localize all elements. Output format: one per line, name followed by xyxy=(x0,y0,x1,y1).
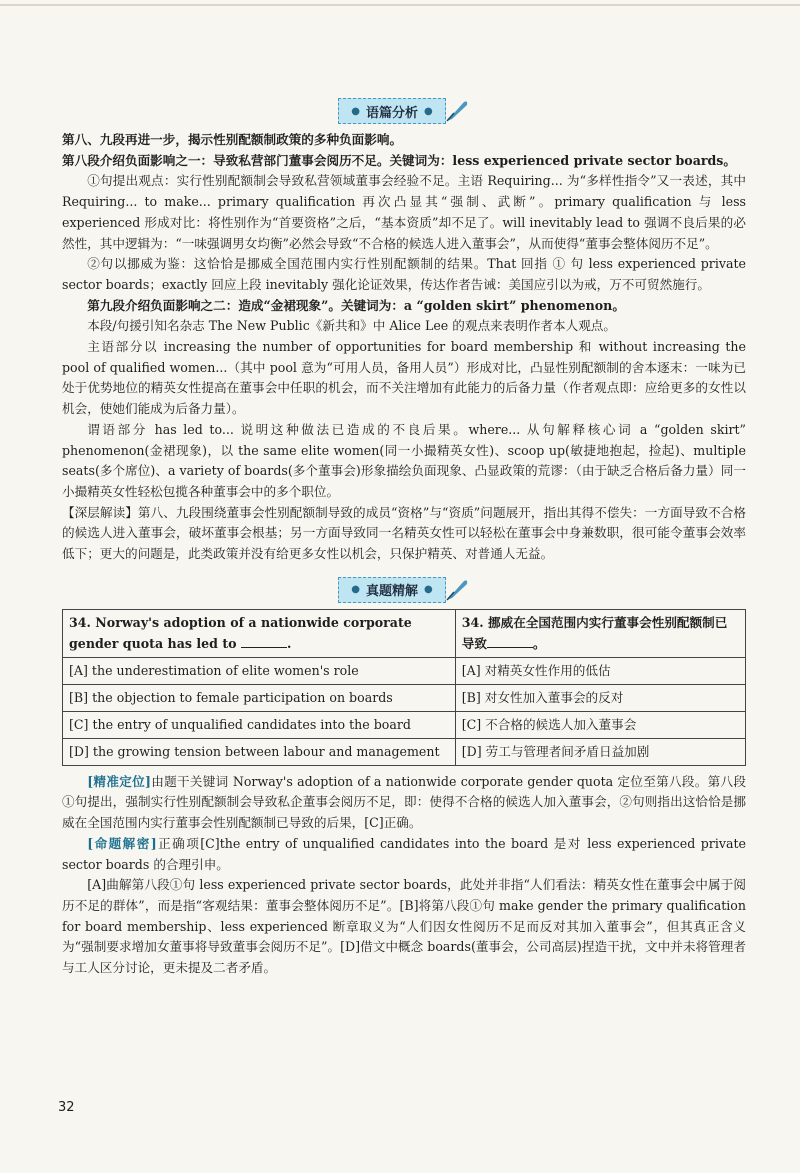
section-banner-analysis-wrap xyxy=(62,98,746,124)
question-en: 34. Norway's adoption of a nationwide corporate gender quota has led to . xyxy=(63,609,456,657)
section-banner-analysis xyxy=(338,98,445,124)
answer-blank xyxy=(487,633,533,648)
option-row xyxy=(63,657,746,684)
para9-source: 本段/句援引知名杂志 The New Public《新共和》中 Alice Lee 的观点来表明作者本人观点。 xyxy=(87,318,616,334)
option-row xyxy=(63,738,746,765)
dot-icon: ● xyxy=(424,105,433,117)
section-banner-solution-wrap xyxy=(62,577,746,603)
section-banner-solution xyxy=(338,577,445,603)
analysis-text xyxy=(62,130,746,565)
decode-paragraph xyxy=(62,834,746,875)
para9-subject: 主语部分以 increasing the number of opportunities for board membership 和 without increasing the pool of qualified women...（其中 pool 意为“可用人员，备用人员”）形成对比，凸显性别配额制的舍本逐末：一味为已处于优势地位的精英女性提高在董事会中任职的机会，而不关注增加有此能力的后备力量（作者观点即：应给更多的女性以机会，使她们能成为后备力量）。 xyxy=(62,339,746,417)
para9-summary: 第九段介绍负面影响之二：造成“金裙现象”。关键词为：a “golden skirt” phenomenon。 xyxy=(87,297,625,313)
locate-label: [精准定位] xyxy=(87,773,151,789)
analysis-intro: 第八、九段再进一步，揭示性别配额制政策的多种负面影响。 xyxy=(62,132,403,147)
banner-title: 语篇分析 xyxy=(365,105,418,121)
option-row xyxy=(63,711,746,738)
question-table xyxy=(62,609,746,766)
option-d-en: [D] the growing tension between labour and management xyxy=(63,738,456,765)
locate-paragraph xyxy=(62,772,746,834)
quill-icon xyxy=(444,577,470,603)
locate-text: 由题干关键词 Norway's adoption of a nationwide corporate gender quota 定位至第八段。第八段①句提出，强制实行性别配额制会导致私企董事会阅历不足，即：使得不合格的候选人加入董事会，②句则指出这恰恰是挪威在全国范围内实行董事会性别配额制已导致的后果，[C]正确。 xyxy=(62,773,746,831)
option-b-en: [B] the objection to female participation on boards xyxy=(63,684,456,711)
option-c-en: [C] the entry of unqualified candidates into the board xyxy=(63,711,456,738)
dot-icon: ● xyxy=(351,584,360,596)
page-content xyxy=(62,0,746,979)
para8-sentence2: ②句以挪威为鉴：这恰恰是挪威全国范围内实行性别配额制的结果。That 回指 ① 句 less experienced private sector boards；exactly 回应上段 inevitably 强化论证效果，传达作者告诫：美国应引以为戒，万不可贸然施行。 xyxy=(62,256,746,292)
option-c-cn: [C] 不合格的候选人加入董事会 xyxy=(455,711,745,738)
answer-blank xyxy=(241,633,287,648)
quill-icon xyxy=(444,98,470,124)
option-b-cn: [B] 对女性加入董事会的反对 xyxy=(455,684,745,711)
dot-icon: ● xyxy=(424,584,433,596)
deep-interpretation: 【深层解读】第八、九段围绕董事会性别配额制导致的成员“资格”与“资质”问题展开，指出其得不偿失：一方面导致不合格的候选人进入董事会，破坏董事会根基；另一方面导致同一名精英女性可以轻松在董事会中身兼数职，很可能令董事会效率低下；更大的问题是，此类政策并没有给更多女性以机会，只保护精英、对普通人无益。 xyxy=(62,504,746,562)
decode-text: 正确项[C]the entry of unqualified candidates into the board 是对 less experienced private sector boards 的合理引申。 xyxy=(62,835,746,872)
dot-icon: ● xyxy=(351,105,360,117)
option-a-en: [A] the underestimation of elite women's role xyxy=(63,657,456,684)
distractor-analysis: [A]曲解第八段①句 less experienced private sector boards，此处并非指“人们看法：精英女性在董事会中属于阅历不足的群体”，而是指“客观结果：董事会整体阅历不足”。[B]将第八段①句 make gender the primary qualification for board membership、less experienced 断章取义为“人们因女性阅历不足而反对其加入董事会”，但其真正含义为“强制要求增加女董事将导致董事会阅历不足”。[D]借文中概念 boards(董事会，公司高层)捏造干扰，文中并未将管理者与工人区分讨论，更未提及二者矛盾。 xyxy=(62,877,746,976)
option-a-cn: [A] 对精英女性作用的低估 xyxy=(455,657,745,684)
banner-title: 真题精解 xyxy=(365,584,418,600)
para9-predicate: 谓语部分 has led to... 说明这种做法已造成的不良后果。where... 从句解释核心词 a “golden skirt” phenomenon(金裙现象)，以 the same elite women(同一小撮精英女性)、scoop up(敏捷地抱起，捡起)、multiple seats(多个席位)、a variety of boards(多个董事会)形象描绘负面现象、凸显政策的荒谬：（由于缺乏合格后备力量）同一小撮精英女性轻松包揽各种董事会中的多个职位。 xyxy=(62,421,746,499)
page-number: 32 xyxy=(58,1100,75,1115)
option-d-cn: [D] 劳工与管理者间矛盾日益加剧 xyxy=(455,738,745,765)
question-cn: 34. 挪威在全国范围内实行董事会性别配额制已导致 。 xyxy=(455,609,745,657)
decode-label: [命题解密] xyxy=(87,835,157,851)
solution-text xyxy=(62,772,746,979)
para8-sentence1: ①句提出观点：实行性别配额制会导致私营领域董事会经验不足。主语 Requiring... 为“多样性指令”又一表述，其中 Requiring... to make... primary qualification 再次凸显其“强制、武断”。primary qualification 与 less experienced 形成对比：将性别作为“首要资格”之后，“基本资质”却不足了。will inevitably lead to 强调不良后果的必然性，其中逻辑为：“一味强调男女均衡”必然会导致“不合格的候选人进入董事会”，从而使得“董事会整体阅历不足”。 xyxy=(62,173,746,251)
question-row xyxy=(63,609,746,657)
para8-summary: 第八段介绍负面影响之一：导致私营部门董事会阅历不足。关键词为：less experienced private sector boards。 xyxy=(62,152,736,168)
option-row xyxy=(63,684,746,711)
